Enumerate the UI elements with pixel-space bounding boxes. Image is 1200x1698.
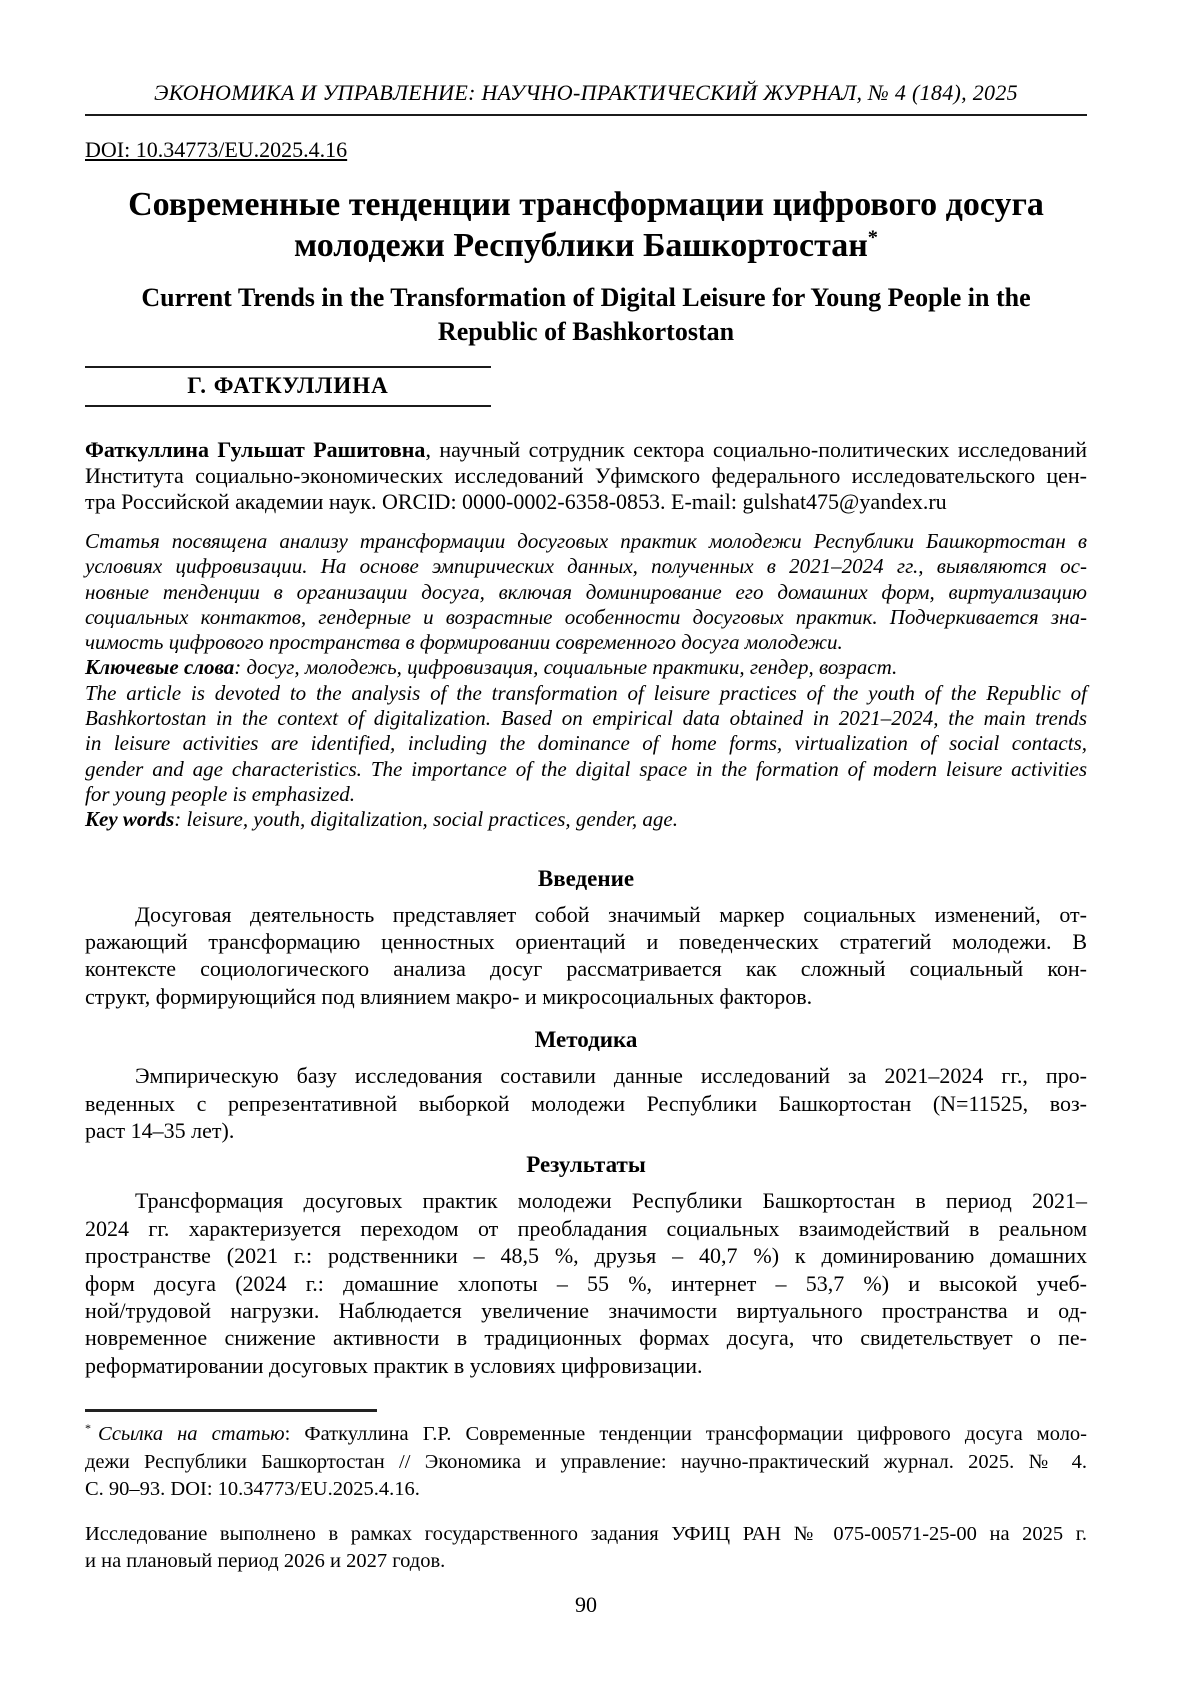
author-affiliation-line xyxy=(85,437,1087,463)
keywords-en-list: : leisure, youth, digitalization, social practices, gender, age. xyxy=(174,807,678,832)
abstract-en-line: Bashkortostan in the context of digitalization. Based on empirical data obtained in 2021–2024, the main trends xyxy=(85,706,1087,731)
section-heading-introduction: Введение xyxy=(537,865,635,891)
keywords-en-label: Key words xyxy=(85,807,175,832)
author-affiliation-text: , научный сотрудник сектора социально-политических исследований xyxy=(425,437,1087,462)
doi-row xyxy=(85,137,1087,163)
abstract-en xyxy=(85,681,1087,833)
article-title-en-line2: Republic of Bashkortostan xyxy=(437,317,735,346)
methods-line: веденных с репрезентативной выборкой молодежи Республики Башкортостан (N=11525, воз- xyxy=(85,1090,1087,1116)
introduction-line: Досуговая деятельность представляет собой значимый маркер социальных изменений, от- xyxy=(135,901,1087,927)
page-number: 90 xyxy=(575,1591,597,1617)
results-line: ной/трудовой нагрузки. Наблюдается увеличение значимости виртуального пространства и од- xyxy=(85,1298,1087,1324)
methods-line: раст 14–35 лет). xyxy=(85,1118,235,1143)
abstract-ru-line: чимость цифрового пространства в формировании современного досуга молодежи. xyxy=(85,630,843,655)
introduction-paragraph xyxy=(85,901,1087,1011)
footnote-funding-line: Исследование выполнено в рамках государственного задания УФИЦ РАН № 075-00571-25-00 на 2025 г. xyxy=(85,1522,1087,1545)
introduction-line: структ, формирующийся под влиянием макро- и микросоциальных факторов. xyxy=(85,983,813,1009)
article-title-en xyxy=(85,281,1087,349)
footnote-citation xyxy=(85,1421,1087,1504)
keywords-ru-list: : досуг, молодежь, цифровизация, социальные практики, гендер, возраст. xyxy=(234,655,898,680)
footnote-funding-line: и на плановый период 2026 и 2027 годов. xyxy=(85,1550,446,1573)
results-line: форм досуга (2024 г.: домашние хлопоты – 55 %, интернет – 53,7 %) и высокой учеб- xyxy=(85,1270,1087,1296)
abstract-ru-line: условиях цифровизации. На основе эмпирических данных, полученных в 2021–2024 гг., выявляются ос- xyxy=(85,554,1087,579)
abstract-en-line: for young people is emphasized. xyxy=(85,781,356,806)
results-line: реформатировании досуговых практик в условиях цифровизации. xyxy=(85,1352,703,1378)
journal-header xyxy=(85,80,1087,116)
results-line: Трансформация досуговых практик молодежи Республики Башкортостан в период 2021– xyxy=(135,1188,1087,1214)
keywords-en xyxy=(85,807,1087,832)
footnote-citation-label: Ссылка на статью xyxy=(98,1423,285,1446)
author-name-box xyxy=(85,366,491,407)
article-title-ru-line2: молодежи Республики Башкортостан xyxy=(294,227,868,264)
footnote-citation-line: дежи Республики Башкортостан // Экономика и управление: научно-практический журнал. 2025. № 4. xyxy=(85,1450,1087,1473)
author-name: Г. ФАТКУЛЛИНА xyxy=(187,373,389,398)
abstract-ru xyxy=(85,529,1087,681)
footnote-citation-line xyxy=(85,1421,1087,1449)
article-title-ru-line1: Современные тенденции трансформации цифрового досуга xyxy=(128,186,1044,223)
introduction-line: ражающий трансформацию ценностных ориентаций и поведенческих стратегий молодежи. В xyxy=(85,928,1087,954)
footnote-citation-text: : Фаткуллина Г.Р. Современные тенденции трансформации цифрового досуга моло- xyxy=(284,1423,1087,1446)
abstract-ru-line: Статья посвящена анализу трансформации досуговых практик молодежи Республики Башкортостан в xyxy=(85,529,1087,553)
methods-line: Эмпирическую базу исследования составили данные исследований за 2021–2024 гг., про- xyxy=(135,1063,1087,1089)
author-affiliation-line: тра Российской академии наук. ORCID: 0000-0002-6358-0853. E-mail: gulshat475@yandex.ru xyxy=(85,489,947,514)
results-line: 2024 гг. характеризуется переходом от преобладания социальных взаимодействий в реальном xyxy=(85,1215,1087,1241)
results-line: пространстве (2021 г.: родственники – 48,5 %, друзья – 40,7 %) к доминированию домашних xyxy=(85,1243,1087,1269)
results-line: новременное снижение активности в традиционных формах досуга, что свидетельствует о пе- xyxy=(85,1325,1087,1351)
journal-header-text: ЭКОНОМИКА И УПРАВЛЕНИЕ: НАУЧНО-ПРАКТИЧЕСКИЙ ЖУРНАЛ, № 4 (184), 2025 xyxy=(154,80,1018,105)
abstract-ru-line: социальных контактов, гендерные и возрастные особенности досуговых практик. Подчеркивается зна- xyxy=(85,604,1087,629)
article-title-en-line1: Current Trends in the Transformation of Digital Leisure for Young People in the xyxy=(141,283,1031,312)
keywords-ru xyxy=(85,655,1087,680)
keywords-ru-label: Ключевые слова xyxy=(85,655,235,680)
footnote-funding xyxy=(85,1521,1087,1576)
section-heading-results: Результаты xyxy=(526,1152,646,1178)
article-title-ru xyxy=(85,184,1087,266)
section-heading-methods: Методика xyxy=(534,1027,638,1053)
footnote-asterisk: * xyxy=(85,1421,91,1436)
journal-header-rule xyxy=(85,114,1087,116)
abstract-en-line: The article is devoted to the analysis of the transformation of leisure practices of the youth of the Republic of xyxy=(85,680,1087,705)
abstract-en-line: in leisure activities are identified, including the dominance of home forms, virtualization of social contacts, xyxy=(85,731,1087,756)
doi-link[interactable]: DOI: 10.34773/EU.2025.4.16 xyxy=(85,137,348,162)
abstract-en-line: gender and age characteristics. The importance of the digital space in the formation of modern leisure activities xyxy=(85,756,1087,781)
title-footnote-asterisk: * xyxy=(867,226,878,249)
methods-paragraph xyxy=(85,1062,1087,1144)
abstract-ru-line: новные тенденции в организации досуга, включая доминирование его домашних форм, виртуализацию xyxy=(85,579,1087,604)
author-affiliation-line: Института социально-экономических исследований Уфимского федерального исследовательского цен- xyxy=(85,463,1087,488)
footnote-citation-line: С. 90–93. DOI: 10.34773/EU.2025.4.16. xyxy=(85,1478,420,1501)
footnote-separator xyxy=(85,1409,377,1412)
author-affiliation xyxy=(85,437,1087,515)
results-paragraph xyxy=(85,1187,1087,1379)
introduction-line: контексте социологического анализа досуг рассматривается как сложный социальный кон- xyxy=(85,956,1087,982)
author-full-name: Фаткуллина Гульшат Рашитовна xyxy=(85,437,426,462)
